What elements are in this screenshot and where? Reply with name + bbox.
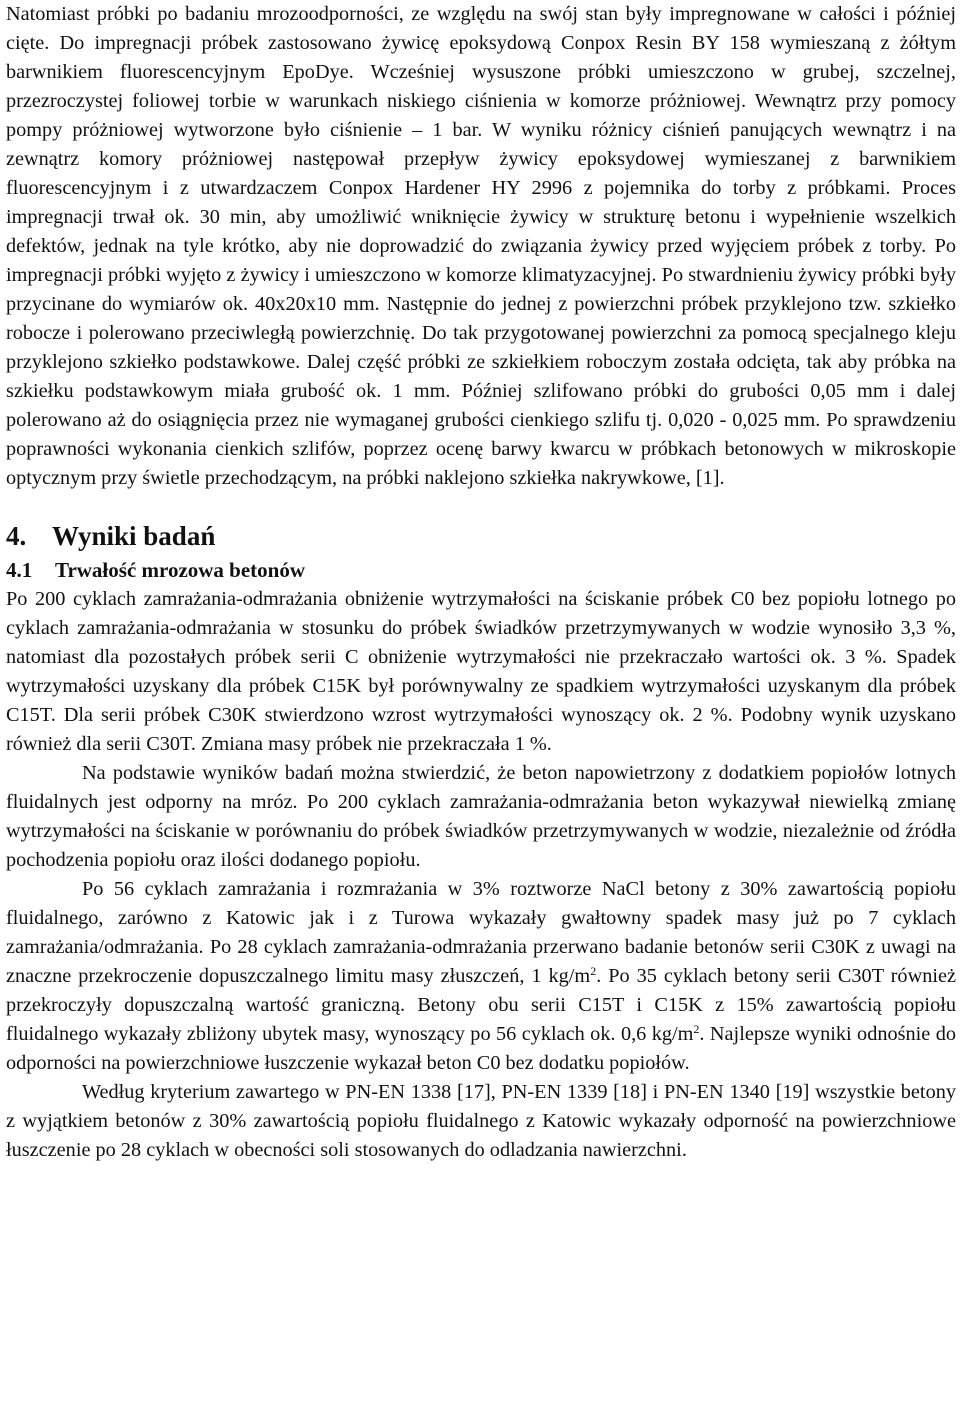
subsection-title: Trwałość mrozowa betonów [55, 558, 306, 582]
results-paragraph-3 [6, 875, 956, 1078]
document-page [6, 0, 956, 1165]
results-paragraph-3-part-a: Po 56 cyklach zamrażania i rozmrażania w 3% roztworze NaCl betony z 30% zawartością popiołu fluidalnego, zarówno z Katowic jak i z Turowa wykazały gwałtowny spadek masy już po 7 cyklach zamrażania/odmrażania. Po 28 cyklach zamrażania-odmrażania przerwano badanie betonów serii C30K z uwagi na znaczne przekroczenie dopuszczalnego limitu masy złuszczeń, 1 kg/m [6, 878, 956, 987]
section-title: Wyniki badań [52, 521, 216, 551]
results-paragraph-2: Na podstawie wyników badań można stwierdzić, że beton napowietrzony z dodatkiem popiołów lotnych fluidalnych jest odporny na mróz. Po 200 cyklach zamrażania-odmrażania beton wykazywał niewielką zmianę wytrzymałości na ściskanie w porównaniu do próbek świadków przetrzymywanych w wodzie, niezależnie od źródła pochodzenia popiołu oraz ilości dodanego popiołu. [6, 762, 956, 871]
section-heading [6, 517, 956, 555]
section-number: 4. [6, 521, 27, 551]
superscript-squared: 2 [590, 964, 597, 978]
results-paragraph-3-part-b: . Po 35 cyklach betony serii C30T również przekroczyły dopuszczalną wartość graniczną. Betony obu serii C15T i C15K z 15% zawartością popiołu fluidalnego wykazały zbliżony ubytek masy, wynoszący po 56 cyklach ok. 0,6 kg/m [6, 965, 956, 1045]
results-paragraph-3-part-c: . Najlepsze wyniki odnośnie do odporności na powierzchniowe łuszczenie wykazał beton C0 bez dodatku popiołów. [6, 1023, 956, 1074]
intro-paragraph: Natomiast próbki po badaniu mrozoodporności, ze względu na swój stan były impregnowane w całości i później cięte. Do impregnacji próbek zastosowano żywicę epoksydową Conpox Resin BY 158 wymieszaną z żółtym barwnikiem fluorescencyjnym EpoDye. Wcześniej wysuszone próbki umieszczono w grubej, szczelnej, przezroczystej foliowej torbie w warunkach niskiego ciśnienia w komorze próżniowej. Wewnątrz przy pomocy pompy próżniowej wytworzone było ciśnienie – 1 bar. W wyniku różnicy ciśnień panujących wewnątrz i na zewnątrz komory próżniowej następował przepływ żywicy epoksydowej wymieszanej z barwnikiem fluorescencyjnym i z utwardzaczem Conpox Hardener HY 2996 z pojemnika do torby z próbkami. Proces impregnacji trwał ok. 30 min, aby umożliwić wniknięcie żywicy w strukturę betonu i wypełnienie wszelkich defektów, jednak na tyle krótko, aby nie doprowadzić do związania żywicy przed wyjęciem próbek z torby. Po impregnacji próbki wyjęto z żywicy i umieszczono w komorze klimatyzacyjnej. Po stwardnieniu żywicy próbki były przycinane do wymiarów ok. 40x20x10 mm. Następnie do jednej z powierzchni próbek przyklejono tzw. szkiełko robocze i polerowano przeciwległą powierzchnię. Do tak przygotowanej powierzchni za pomocą specjalnego kleju przyklejono szkiełko podstawkowe. Dalej część próbki ze szkiełkiem roboczym została odcięta, tak aby próbka na szkiełku podstawkowym miała grubość ok. 1 mm. Później szlifowano próbki do grubości 0,05 mm i dalej polerowano aż do osiągnięcia przez nie wymaganej grubości cienkiego szlifu tj. 0,020 - 0,025 mm. Po sprawdzeniu poprawności wykonania cienkich szlifów, poprzez ocenę barwy kwarcu w próbkach betonowych w mikroskopie optycznym przy świetle przechodzącym, na próbki naklejono szkiełka nakrywkowe, [1]. [6, 3, 956, 489]
subsection-number: 4.1 [6, 558, 33, 582]
subsection-heading [6, 555, 956, 585]
superscript-squared: 2 [693, 1022, 700, 1036]
results-paragraph-4: Według kryterium zawartego w PN-EN 1338 [17], PN-EN 1339 [18] i PN-EN 1340 [19] wszystkie betony z wyjątkiem betonów z 30% zawartością popiołu fluidalnego z Katowic wykazały odporność na powierzchniowe łuszczenie po 28 cyklach w obecności soli stosowanych do odladzania nawierzchni. [6, 1081, 956, 1161]
results-paragraph-1: Po 200 cyklach zamrażania-odmrażania obniżenie wytrzymałości na ściskanie próbek C0 bez popiołu lotnego po cyklach zamrażania-odmrażania w stosunku do próbek świadków przetrzymywanych w wodzie wynosiło 3,3 %, natomiast dla pozostałych próbek serii C obniżenie wytrzymałości nie przekraczało wartości ok. 3 %. Spadek wytrzymałości uzyskany dla próbek C15K był porównywalny ze spadkiem wytrzymałości uzyskanym dla próbek C15T. Dla serii próbek C30K stwierdzono wzrost wytrzymałości wynoszący ok. 2 %. Podobny wynik uzyskano również dla serii C30T. Zmiana masy próbek nie przekraczała 1 %. [6, 588, 956, 755]
